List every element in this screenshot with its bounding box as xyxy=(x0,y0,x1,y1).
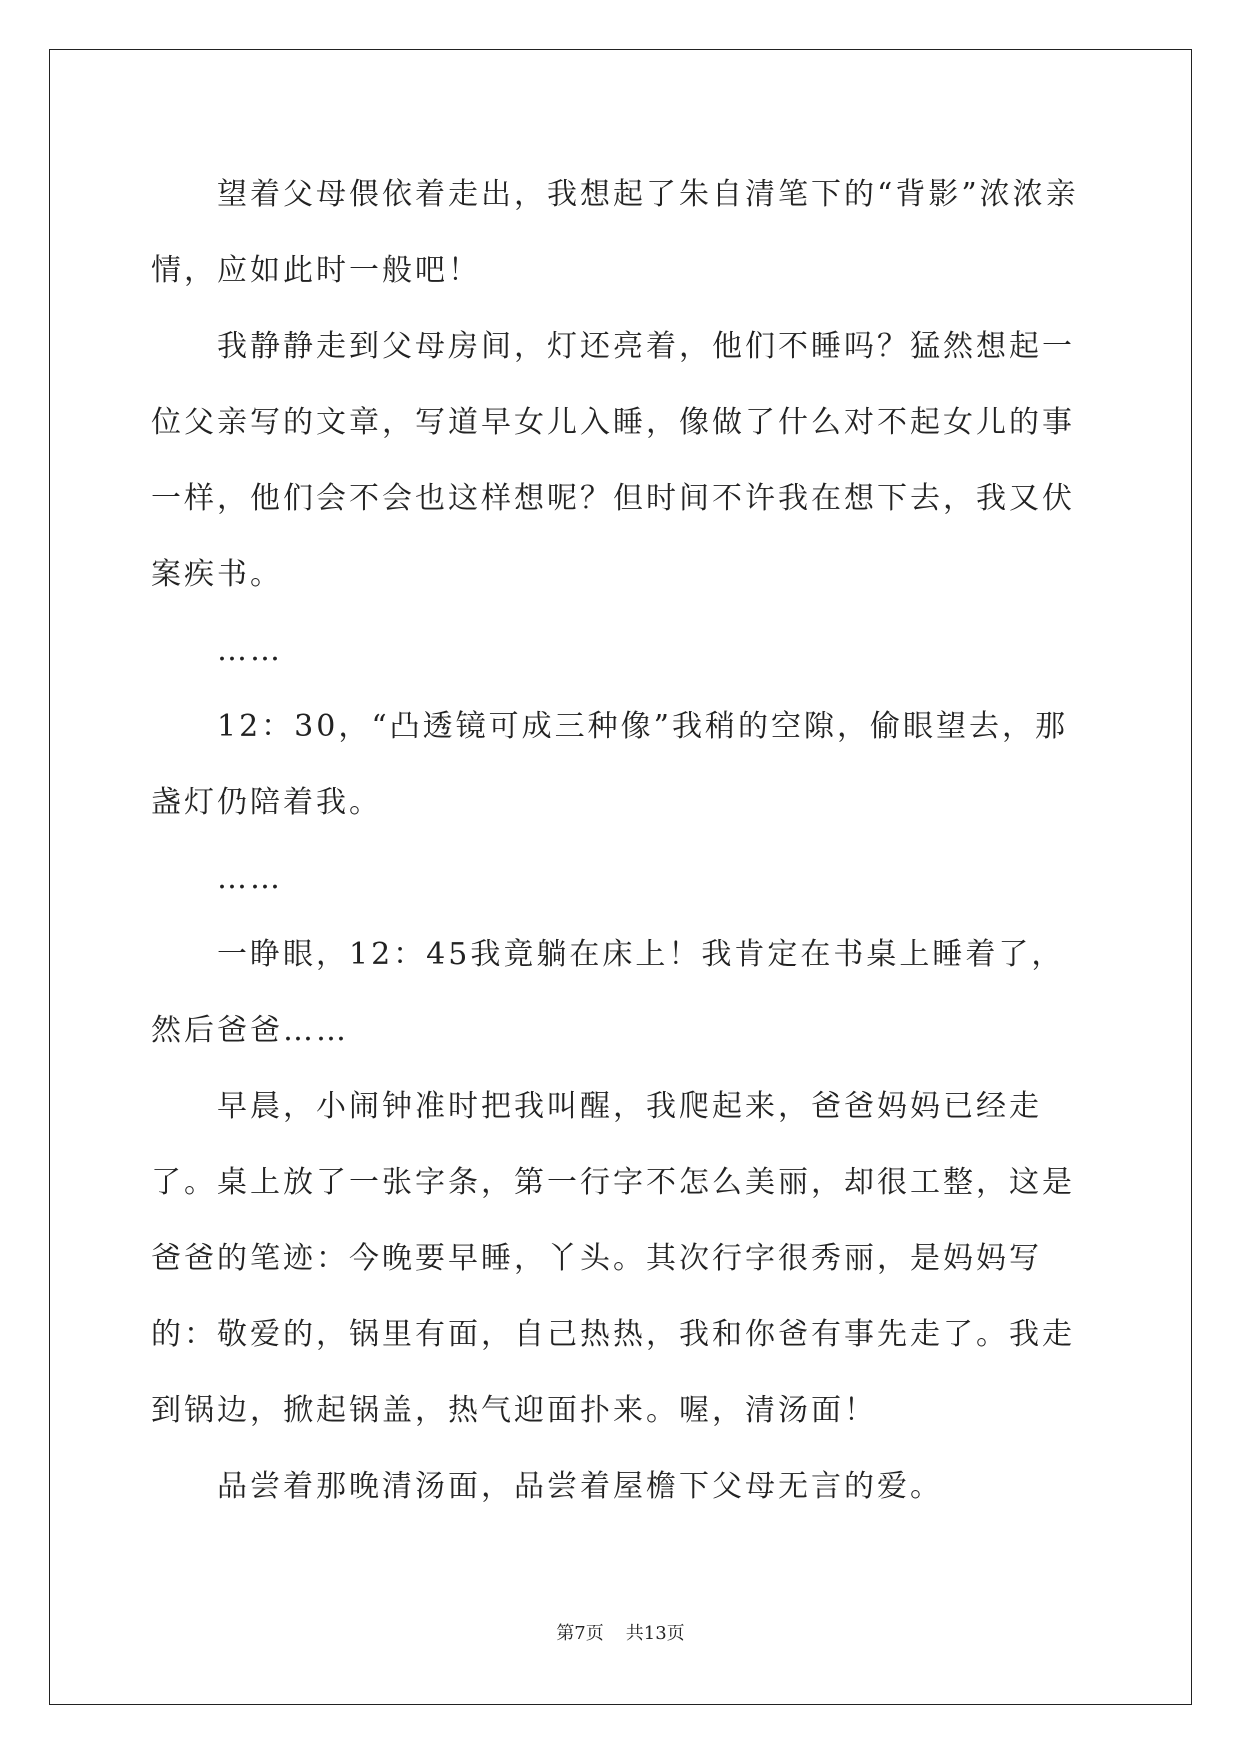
ellipsis-paragraph: …… xyxy=(217,861,283,896)
page-total: 共13页 xyxy=(625,1623,685,1644)
page-footer xyxy=(0,1619,1241,1645)
document-body xyxy=(151,157,1091,1525)
paragraph: 我静静走到父母房间，灯还亮着，他们不睡吗？猛然想起一位父亲写的文章，写道早女儿入睡，像做了什么对不起女儿的事一样，他们会不会也这样想呢？但时间不许我在想下去，我又伏案疾书。 xyxy=(151,329,1075,592)
paragraph: 品尝着那晚清汤面，品尝着屋檐下父母无言的爱。 xyxy=(217,1469,943,1504)
paragraph: 早晨，小闹钟准时把我叫醒，我爬起来，爸爸妈妈已经走了。桌上放了一张字条，第一行字不怎么美丽，却很工整，这是爸爸的笔迹：今晚要早睡，丫头。其次行字很秀丽，是妈妈写的：敬爱的，锅里有面，自己热热，我和你爸有事先走了。我走到锅边，掀起锅盖，热气迎面扑来。喔，清汤面！ xyxy=(151,1089,1075,1428)
paragraph: 望着父母偎依着走出，我想起了朱自清笔下的“背影”浓浓亲情，应如此时一般吧！ xyxy=(151,177,1079,288)
paragraph: 12：30，“凸透镜可成三种像”我稍的空隙，偷眼望去，那盏灯仍陪着我。 xyxy=(151,709,1069,820)
paragraph: 一睁眼，12：45我竟躺在床上！我肯定在书桌上睡着了，然后爸爸…… xyxy=(151,937,1065,1048)
page-number: 第7页 xyxy=(556,1623,604,1644)
ellipsis-paragraph: …… xyxy=(217,633,283,668)
